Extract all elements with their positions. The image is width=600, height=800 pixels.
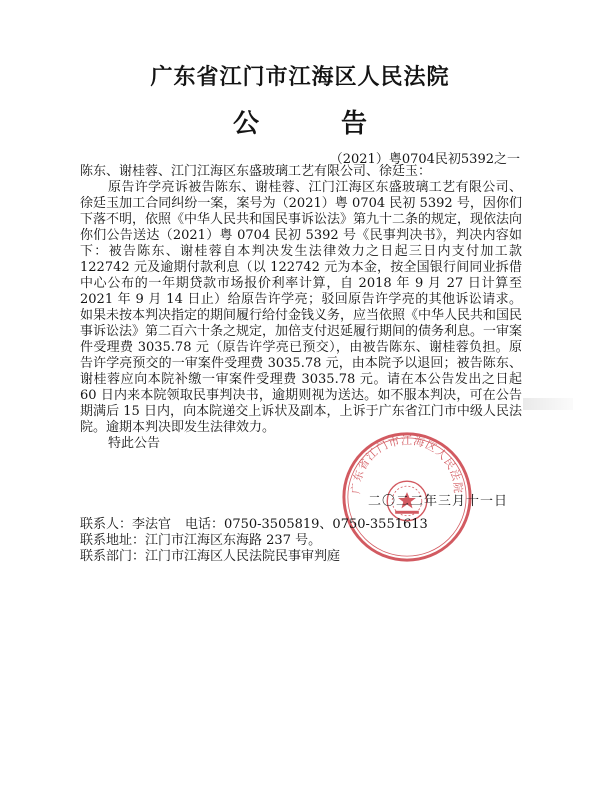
notice-date: 二〇二二年三月十一日 (367, 494, 508, 509)
contact-person-label: 联系人： (80, 517, 133, 532)
phone-numbers: 0750-3505819、0750-3551613 (224, 517, 428, 532)
closing-phrase: 特此公告 (108, 436, 161, 451)
notice-body (80, 164, 522, 452)
main-paragraph: 原告许学亮诉被告陈东、谢桂蓉、江门江海区东盛玻璃工艺有限公司、徐廷玉加工合同纠纷一案，案号为（2021）粤 0704 民初 5392 号，因你们下落不明，依照《中华人民共和国民事诉讼法》第九十二条的规定，现依法向你们公告送达（2021）粤 0704 民初 5392 号《民事判决书》，判决内容如下：被告陈东、谢桂蓉自本判决发生法律效力之日起三日内支付加工款 122742 元及逾期付款利息（以 122742 元为本金，按全国银行间同业拆借中心公布的一年期贷款市场报价利率计算，自 2018 年 9 月 27 日计算至 2021 年 9 月 14 日止）给原告许学亮；驳回原告许学亮的其他诉讼请求。如果未按本判决指定的期间履行给付金钱义务，应当依照《中华人民共和国民事诉讼法》第二百六十条之规定，加倍支付迟延履行期间的债务利息。一审案件受理费 3035.78 元（原告许学亮已预交），由被告陈东、谢桂蓉负担。原告许学亮预交的一审案件受理费 3035.78 元，由本院予以退回；被告陈东、谢桂蓉应向本院补缴一审案件受理费 3035.78 元。请在本公告发出之日起 60 日内来本院领取民事判决书，逾期则视为送达。如不服本判决，可在公告期满后 15 日内，向本院递交上诉状及副本，上诉于广东省江门市中级人民法院。逾期本判决即发生法律效力。 (80, 180, 523, 435)
contact-block (80, 517, 540, 565)
contact-person-row (80, 517, 540, 533)
address-label: 联系地址： (80, 533, 146, 548)
scan-artifact (523, 398, 573, 410)
seal-text: 广东省江门市江海区人民法院 (349, 434, 465, 495)
court-name: 广东省江门市江海区人民法院 (150, 64, 450, 90)
department-label: 联系部门： (80, 549, 146, 564)
case-number: （2021）粤0704民初5392之一 (329, 152, 520, 167)
notice-title: 公 告 (232, 109, 395, 139)
contact-address-row (80, 533, 540, 549)
department-value: 江门市江海区人民法院民事审判庭 (145, 549, 341, 564)
address-value: 江门市江海区东海路 237 号。 (145, 533, 322, 548)
addressees: 陈东、谢桂蓉、江门江海区东盛玻璃工艺有限公司、徐廷玉： (80, 164, 432, 179)
phone-label: 电话： (185, 517, 225, 532)
contact-department-row (80, 549, 540, 565)
contact-person-name: 李法官 (132, 517, 172, 532)
